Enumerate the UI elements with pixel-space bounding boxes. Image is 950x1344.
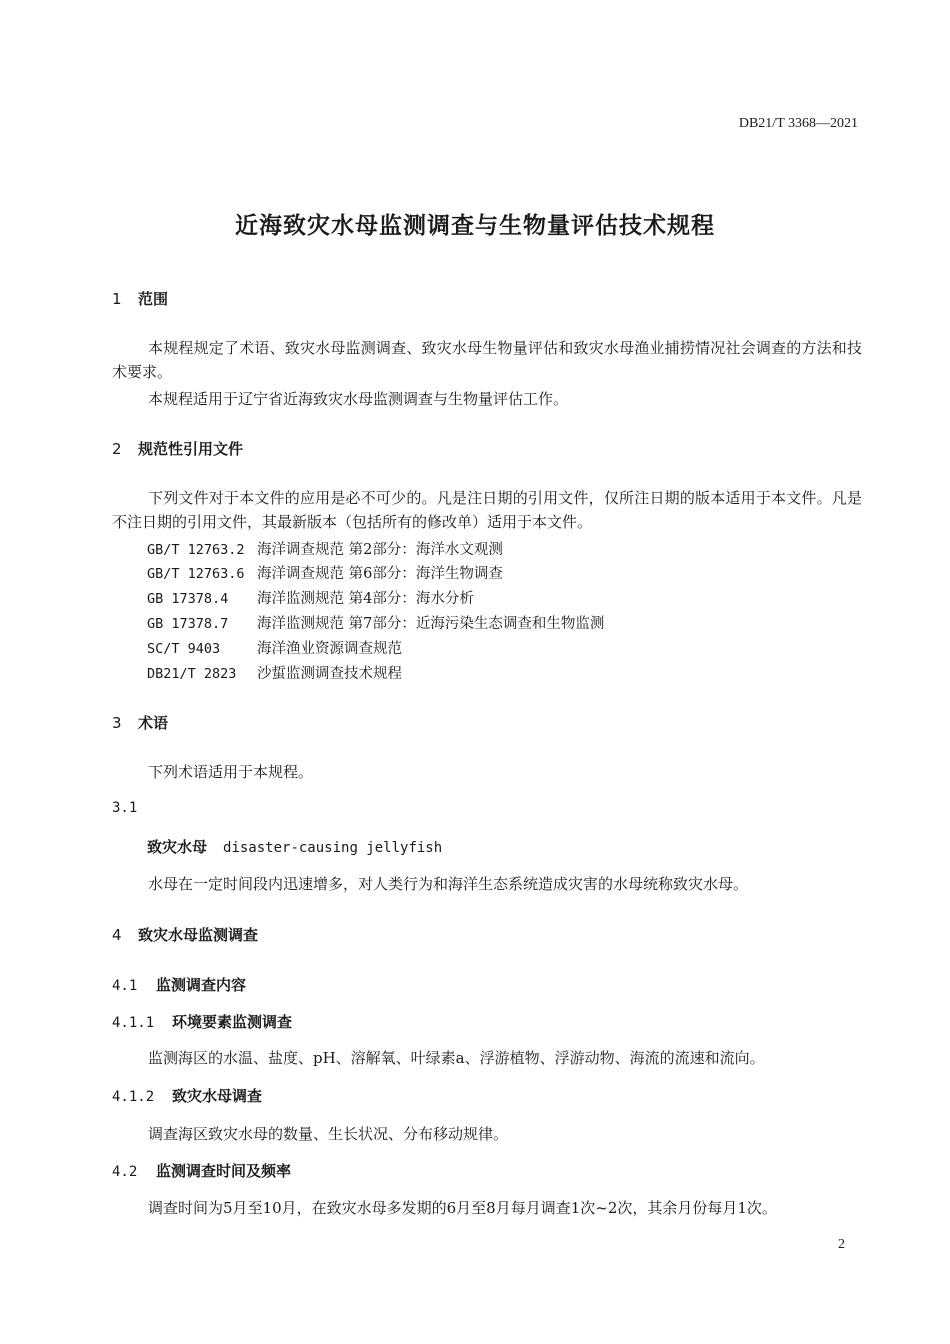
section-number: 4.1.1 [112,1015,155,1031]
section-4-2-heading [112,1160,291,1181]
section-1-paragraph-1: 本规程规定了术语、致灾水母监测调查、致灾水母生物量评估和致灾水母渔业捕捞情况社会调查的方法和技术要求。 [112,339,862,381]
reference-code: SC/T 9403 [147,641,221,657]
reference-name: 海洋调查规范 第6部分：海洋生物调查 [257,566,503,582]
reference-item [147,538,503,559]
reference-item [147,562,503,583]
section-4-1-heading [112,974,246,995]
reference-code: GB 17378.4 [147,591,229,607]
term-english: disaster-causing jellyfish [223,840,443,856]
section-1-paragraph-2: 本规程适用于辽宁省近海致灾水母监测调查与生物量评估工作。 [148,390,569,408]
section-4-1-2-paragraph: 调查海区致灾水母的数量、生长状况、分布移动规律。 [148,1125,509,1143]
section-4-1-2-heading [112,1085,262,1106]
section-number: 4.1.2 [112,1089,155,1105]
section-title: 致灾水母调查 [172,1087,263,1105]
section-number: 1 [112,290,122,308]
term-definition: 水母在一定时间段内迅速增多，对人类行为和海洋生态系统造成灾害的水母统称致灾水母。 [148,875,749,893]
term-entry [147,836,442,857]
reference-item [147,587,474,608]
section-number: 4.2 [112,1164,138,1180]
section-number: 4 [112,926,122,944]
term-number: 3.1 [112,800,138,816]
reference-code: GB/T 12763.2 [147,542,245,558]
section-number: 2 [112,440,122,458]
reference-item [147,637,402,658]
section-4-1-1-paragraph: 监测海区的水温、盐度、pH、溶解氧、叶绿素a、浮游植物、浮游动物、海流的流速和流向。 [148,1049,765,1067]
section-title: 监测调查内容 [156,976,247,994]
reference-item [147,662,402,683]
section-3-paragraph-1: 下列术语适用于本规程。 [148,763,314,781]
section-1-heading [112,288,168,309]
section-2-heading [112,438,243,459]
term-chinese: 致灾水母 [147,838,208,856]
section-title: 范围 [138,290,169,308]
document-title: 近海致灾水母监测调查与生物量评估技术规程 [235,213,715,239]
standard-code: DB21/T 3368—2021 [738,116,858,131]
section-4-2-paragraph: 调查时间为5月至10月，在致灾水母多发期的6月至8月每月调查1次~2次，其余月份每月1次。 [148,1199,777,1217]
section-number: 4.1 [112,978,138,994]
reference-code: DB21/T 2823 [147,666,237,682]
section-3-heading [112,712,168,733]
section-4-heading [112,924,258,945]
reference-code: GB 17378.7 [147,616,229,632]
section-number: 3 [112,714,122,732]
page-number: 2 [838,1237,845,1252]
section-title: 监测调查时间及频率 [156,1162,292,1180]
section-title: 致灾水母监测调查 [138,926,259,944]
section-title: 环境要素监测调查 [172,1013,293,1031]
reference-name: 海洋渔业资源调查规范 [257,641,402,657]
section-title: 术语 [138,714,169,732]
reference-name: 海洋调查规范 第2部分：海洋水文观测 [257,542,503,558]
section-title: 规范性引用文件 [138,440,244,458]
reference-name: 海洋监测规范 第7部分：近海污染生态调查和生物监测 [257,616,605,632]
reference-item [147,612,604,633]
reference-name: 沙蜇监测调查技术规程 [257,666,402,682]
section-4-1-1-heading [112,1011,292,1032]
reference-name: 海洋监测规范 第4部分：海水分析 [257,591,474,607]
reference-code: GB/T 12763.6 [147,566,245,582]
section-2-paragraph-1: 下列文件对于本文件的应用是必不可少的。凡是注日期的引用文件，仅所注日期的版本适用于本文件。凡是不注日期的引用文件，其最新版本（包括所有的修改单）适用于本文件。 [112,489,862,531]
